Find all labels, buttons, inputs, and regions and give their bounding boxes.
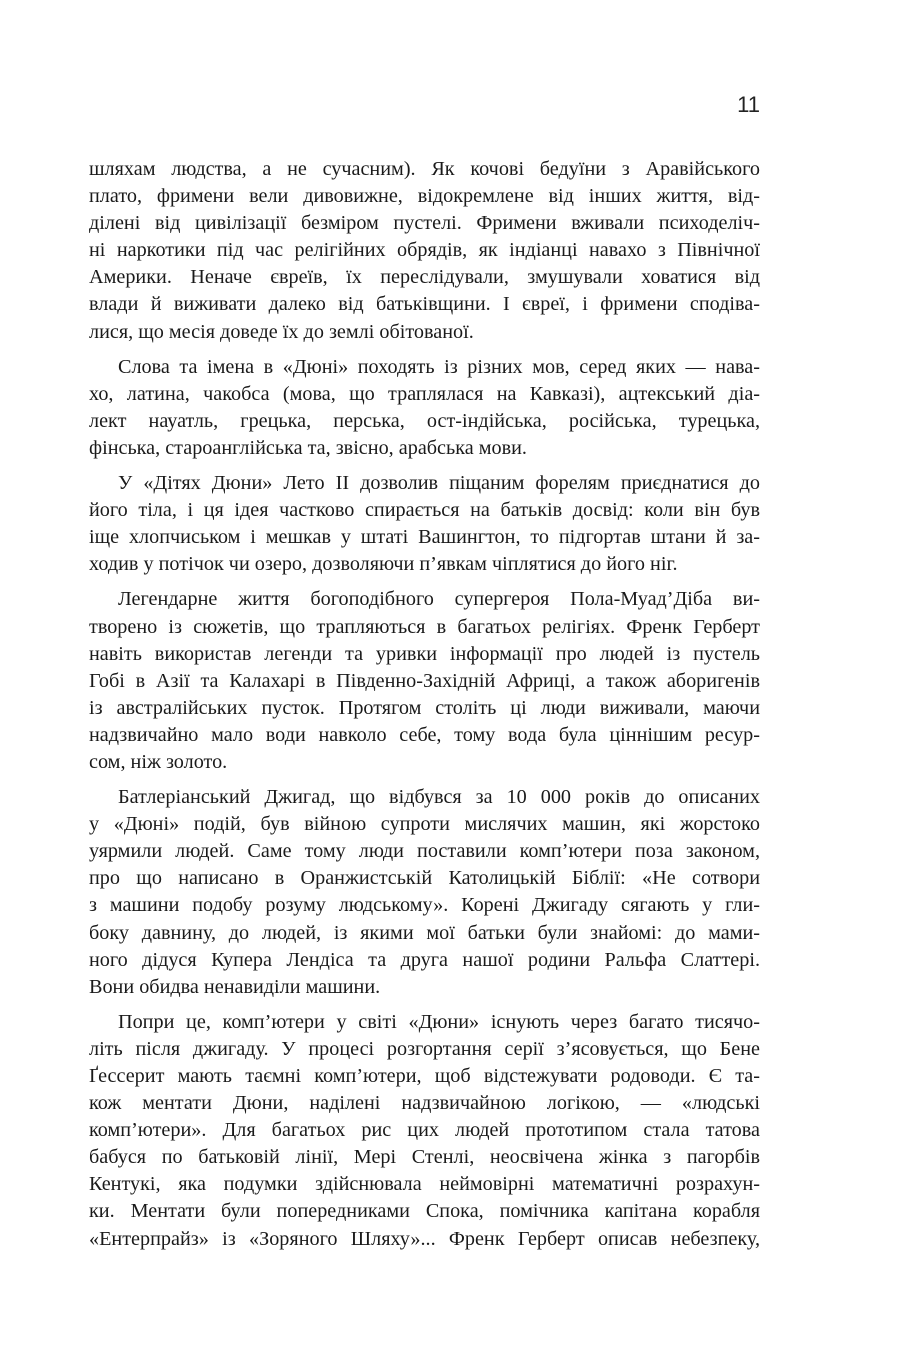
text-line: Гобі в Азії та Калахарі в Південно-Західній Африці, а також аборигенів — [89, 669, 760, 692]
text-line: шляхам людства, а не сучасним). Як кочові бедуїни з Аравійського — [89, 158, 760, 180]
text-line: Ґессерит мають таємні комп’ютери, щоб відстежувати родоводи. Є та- — [89, 1065, 760, 1087]
text-line: творено із сюжетів, що трапляються в багатьох релігіях. Френк Герберт — [89, 615, 760, 638]
text-line: уярмили людей. Саме тому люди поставили комп’ютери поза законом, — [89, 840, 760, 863]
text-line: бабуся по батьковій лінії, Мері Стенлі, неосвічена жінка з пагорбів — [89, 1146, 760, 1169]
text-line: «Ентерпрайз» із «Зоряного Шляху»... Френк Герберт описав небезпеку, — [89, 1227, 760, 1250]
text-line: ділені від цивілізації безміром пустелі. Фримени вживали психоделіч- — [89, 212, 760, 235]
text-line: іще хлопчиськом і мешкав у штаті Вашингтон, то підгортав штани й за- — [89, 526, 760, 549]
text-line: Батлеріанський Джигад, що відбувся за 10 000 років до описаних — [118, 786, 760, 809]
text-line: його тіла, і ця ідея частково спирається на батьків досвід: коли він був — [89, 499, 760, 522]
text-line: Кентукі, яка подумки здійснювала неймовірні математичні розрахун- — [89, 1173, 760, 1196]
text-line: плато, фримени вели дивовижне, відокремлене від інших життя, від- — [89, 185, 760, 208]
text-line: Вони обидва ненавиділи машини. — [89, 975, 381, 998]
text-line: навіть використав легенди та уривки інформації про людей із пустель — [89, 642, 760, 665]
text-line: комп’ютери». Для багатьох рис цих людей прототипом стала татова — [89, 1119, 760, 1142]
text-line: хо, латина, чакобса (мова, що траплялася на Кавказі), ацтекський діа- — [89, 382, 760, 405]
text-line: Слова та імена в «Дюні» походять із різних мов, серед яких — нава- — [118, 355, 760, 378]
text-line: фінська, староанглійська та, звісно, арабська мови. — [89, 436, 527, 459]
text-line: лися, що месія доведе їх до землі обітованої. — [89, 320, 474, 343]
paragraph — [89, 1009, 760, 1253]
text-line: Америки. Неначе євреїв, їх переслідували, змушували ховатися від — [89, 266, 760, 289]
text-line: лект науатль, грецька, перська, ост-індійська, російська, турецька, — [89, 409, 760, 432]
paragraph — [89, 784, 760, 1001]
text-line: ного дідуся Купера Лендіса та друга нашої родини Ральфа Слаттері. — [89, 948, 760, 971]
text-line: із австралійських пусток. Протягом століть ці люди виживали, маючи — [89, 696, 760, 719]
text-line: Попри це, комп’ютери у світі «Дюни» існують через багато тисячо- — [118, 1010, 760, 1033]
paragraph — [89, 156, 760, 346]
text-line: сом, ніж золото. — [89, 750, 228, 773]
text-line: літь після джигаду. У процесі розгортання серії з’ясовується, що Бене — [89, 1037, 760, 1060]
text-line: У «Дітях Дюни» Лето ІІ дозволив піщаним форелям приєднатися до — [118, 472, 760, 495]
page-number: 11 — [737, 92, 760, 117]
text-line: ні наркотики під час релігійних обрядів, як індіанці навахо з Північної — [89, 239, 760, 262]
body-text — [89, 156, 760, 1261]
paragraph — [89, 470, 760, 578]
text-line: ки. Ментати були попередниками Спока, помічника капітана корабля — [89, 1200, 760, 1223]
text-line: боку давнину, до людей, із якими мої батьки були знайомі: до мами- — [89, 921, 760, 944]
text-line: про що написано в Оранжистській Католицькій Біблії: «Не сотвори — [89, 867, 760, 890]
text-line: влади й виживати далеко від батьківщини. І євреї, і фримени сподіва- — [89, 293, 760, 316]
text-line: Легендарне життя богоподібного супергероя Пола-Муад’Діба ви- — [118, 588, 760, 611]
text-line: ходив у потічок чи озеро, дозволяючи п’явкам чіплятися до його ніг. — [89, 553, 678, 576]
text-line: надзвичайно мало води навколо себе, тому вода була ціннішим ресур- — [89, 723, 760, 746]
text-line: з машини подобу розуму людському». Корені Джигаду сягають у гли- — [89, 894, 760, 917]
text-line: у «Дюні» подій, був війною супроти мислячих машин, які жорстоко — [89, 813, 760, 836]
paragraph — [89, 586, 760, 776]
paragraph — [89, 354, 760, 462]
text-line: кож ментати Дюни, наділені надзвичайною логікою, — «людські — [89, 1092, 760, 1115]
